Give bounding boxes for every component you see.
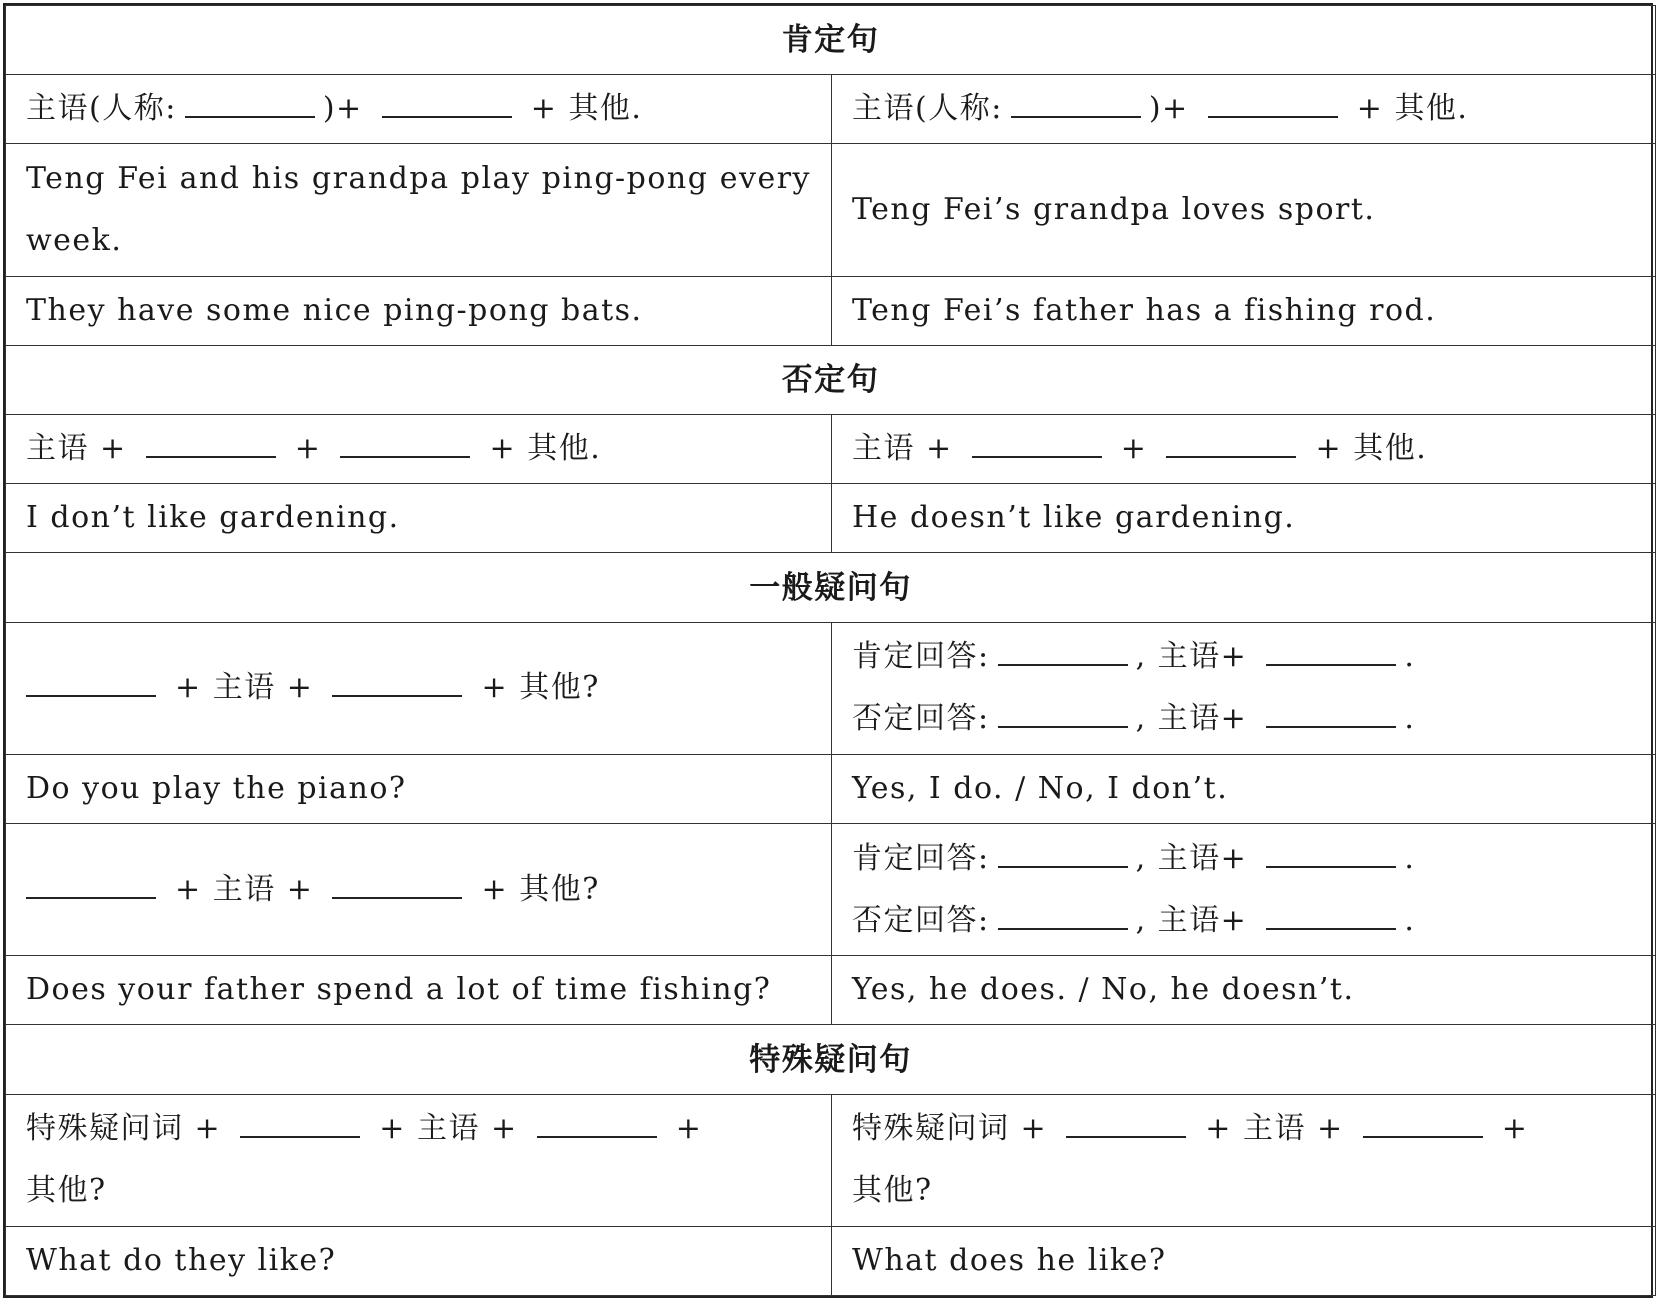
blank-answer-aux[interactable] xyxy=(1266,836,1396,868)
pattern-line xyxy=(852,1098,1635,1160)
blank-verb[interactable] xyxy=(1363,1106,1483,1138)
plus-sign: + xyxy=(175,871,202,907)
subject-label: 主语 xyxy=(416,1111,480,1147)
example-row xyxy=(6,754,1656,823)
subject-person-label: 主语(人称: xyxy=(26,91,177,127)
subject-label: 主语 xyxy=(1242,1111,1306,1147)
section-title-wh-question: 特殊疑问句 xyxy=(6,1025,1656,1094)
blank-answer-aux[interactable] xyxy=(1266,634,1396,666)
comma-subject-plus: , 主语+ xyxy=(1135,840,1248,876)
subject-label: 主语 xyxy=(212,670,276,706)
pattern-cell-left xyxy=(6,824,832,956)
negative-answer-label: 否定回答: xyxy=(852,701,990,737)
pattern-row xyxy=(6,824,1656,956)
pattern-cell-left xyxy=(6,1094,832,1226)
pattern-cell-right xyxy=(832,1094,1656,1226)
pattern-cell-left xyxy=(6,75,832,144)
period: . xyxy=(1404,701,1416,737)
blank-aux[interactable] xyxy=(1066,1106,1186,1138)
blank-answer-word[interactable] xyxy=(998,898,1128,930)
example-cell-left: Does your father spend a lot of time fishing? xyxy=(6,956,832,1025)
affirmative-answer-line xyxy=(852,828,1635,890)
affirmative-answer-label: 肯定回答: xyxy=(852,840,990,876)
plus-sign: + xyxy=(194,1111,222,1147)
blank-aux[interactable] xyxy=(26,867,156,899)
example-cell-left: Teng Fei and his grandpa play ping-pong every week. xyxy=(6,144,832,276)
example-row xyxy=(6,276,1656,345)
example-cell-right: Teng Fei’s father has a fishing rod. xyxy=(832,276,1656,345)
section-header-row xyxy=(6,6,1656,75)
blank-aux[interactable] xyxy=(26,665,156,697)
section-header-row xyxy=(6,553,1656,622)
plus-sign: + xyxy=(481,871,509,907)
blank-verb[interactable] xyxy=(340,426,470,458)
blank-verb[interactable] xyxy=(537,1106,657,1138)
other-label: 其他. xyxy=(568,91,643,127)
wh-word-label: 特殊疑问词 xyxy=(852,1111,1010,1147)
section-header-row xyxy=(6,345,1656,414)
affirmative-answer-line xyxy=(852,626,1635,688)
blank-aux[interactable] xyxy=(240,1106,360,1138)
blank-answer-word[interactable] xyxy=(998,696,1128,728)
blank-aux[interactable] xyxy=(146,426,276,458)
pattern-row xyxy=(6,622,1656,754)
blank-verb[interactable] xyxy=(1166,426,1296,458)
plus-sign: + xyxy=(1205,1111,1232,1147)
pattern-cell-right xyxy=(832,75,1656,144)
negative-answer-line xyxy=(852,890,1635,952)
blank-aux[interactable] xyxy=(972,426,1102,458)
plus-sign: + xyxy=(1315,431,1343,467)
example-cell-left: What do they like? xyxy=(6,1226,832,1295)
subject-label: 主语 xyxy=(26,431,89,467)
example-cell-right: He doesn’t like gardening. xyxy=(832,484,1656,553)
grammar-table-sheet xyxy=(3,3,1653,1298)
section-title-affirmative: 肯定句 xyxy=(6,6,1656,75)
comma-subject-plus: , 主语+ xyxy=(1135,639,1248,675)
blank-person[interactable] xyxy=(185,86,315,118)
affirmative-answer-label: 肯定回答: xyxy=(852,639,990,675)
plus-sign: + xyxy=(379,1111,406,1147)
example-row xyxy=(6,1226,1656,1295)
pattern-line xyxy=(26,1098,811,1160)
negative-answer-line xyxy=(852,688,1635,750)
plus-sign: + xyxy=(1317,1111,1344,1147)
plus-sign: + xyxy=(926,431,953,467)
plus-sign: + xyxy=(175,670,202,706)
blank-answer-aux[interactable] xyxy=(1266,898,1396,930)
pattern-row xyxy=(6,415,1656,484)
example-row xyxy=(6,144,1656,276)
pattern-cell-left xyxy=(6,622,832,754)
close-plus-label: )+ xyxy=(1148,91,1189,127)
blank-answer-word[interactable] xyxy=(998,836,1128,868)
pattern-cell-right xyxy=(832,415,1656,484)
other-label: 其他. xyxy=(1353,431,1428,467)
plus-sign: + xyxy=(286,670,314,706)
plus-sign: + xyxy=(286,871,314,907)
comma-subject-plus: , 主语+ xyxy=(1135,902,1248,938)
period: . xyxy=(1404,902,1416,938)
example-row xyxy=(6,484,1656,553)
plus-sign: + xyxy=(1120,431,1148,467)
subject-label: 主语 xyxy=(212,871,276,907)
period: . xyxy=(1404,840,1416,876)
example-cell-left: They have some nice ping-pong bats. xyxy=(6,276,832,345)
other-label: 其他. xyxy=(1394,91,1469,127)
close-plus-label: )+ xyxy=(322,91,363,127)
plus-sign: + xyxy=(1356,91,1384,127)
plus-sign: + xyxy=(675,1111,703,1147)
answer-cell xyxy=(832,824,1656,956)
blank-verb[interactable] xyxy=(332,867,462,899)
other-question-label: 其他? xyxy=(519,670,600,706)
pattern-line: 其他? xyxy=(26,1173,107,1209)
example-cell-left: Do you play the piano? xyxy=(6,754,832,823)
blank-answer-aux[interactable] xyxy=(1266,696,1396,728)
other-label: 其他. xyxy=(527,431,602,467)
pattern-cell-left xyxy=(6,415,832,484)
plus-sign: + xyxy=(489,431,517,467)
example-cell-right: What does he like? xyxy=(832,1226,1656,1295)
blank-verb[interactable] xyxy=(1208,86,1338,118)
blank-verb[interactable] xyxy=(382,86,512,118)
plus-sign: + xyxy=(1020,1111,1048,1147)
period: . xyxy=(1404,639,1416,675)
negative-answer-label: 否定回答: xyxy=(852,902,990,938)
plus-sign: + xyxy=(1501,1111,1529,1147)
wh-word-label: 特殊疑问词 xyxy=(26,1111,184,1147)
example-cell-right: Teng Fei’s grandpa loves sport. xyxy=(832,144,1656,276)
answer-cell xyxy=(832,622,1656,754)
example-row xyxy=(6,956,1656,1025)
pattern-row xyxy=(6,75,1656,144)
blank-answer-word[interactable] xyxy=(998,634,1128,666)
section-title-yes-no-question: 一般疑问句 xyxy=(6,553,1656,622)
plus-sign: + xyxy=(481,670,509,706)
pattern-line: 其他? xyxy=(852,1173,933,1209)
blank-person[interactable] xyxy=(1011,86,1141,118)
plus-sign: + xyxy=(530,91,558,127)
section-title-negative: 否定句 xyxy=(6,345,1656,414)
blank-verb[interactable] xyxy=(332,665,462,697)
plus-sign: + xyxy=(294,431,322,467)
subject-person-label: 主语(人称: xyxy=(852,91,1003,127)
section-header-row xyxy=(6,1025,1656,1094)
comma-subject-plus: , 主语+ xyxy=(1135,701,1248,737)
example-cell-left: I don’t like gardening. xyxy=(6,484,832,553)
subject-label: 主语 xyxy=(852,431,915,467)
plus-sign: + xyxy=(491,1111,518,1147)
grammar-table xyxy=(5,5,1656,1296)
example-cell-right: Yes, I do. / No, I don’t. xyxy=(832,754,1656,823)
plus-sign: + xyxy=(100,431,127,467)
example-cell-right: Yes, he does. / No, he doesn’t. xyxy=(832,956,1656,1025)
other-question-label: 其他? xyxy=(519,871,600,907)
pattern-row xyxy=(6,1094,1656,1226)
